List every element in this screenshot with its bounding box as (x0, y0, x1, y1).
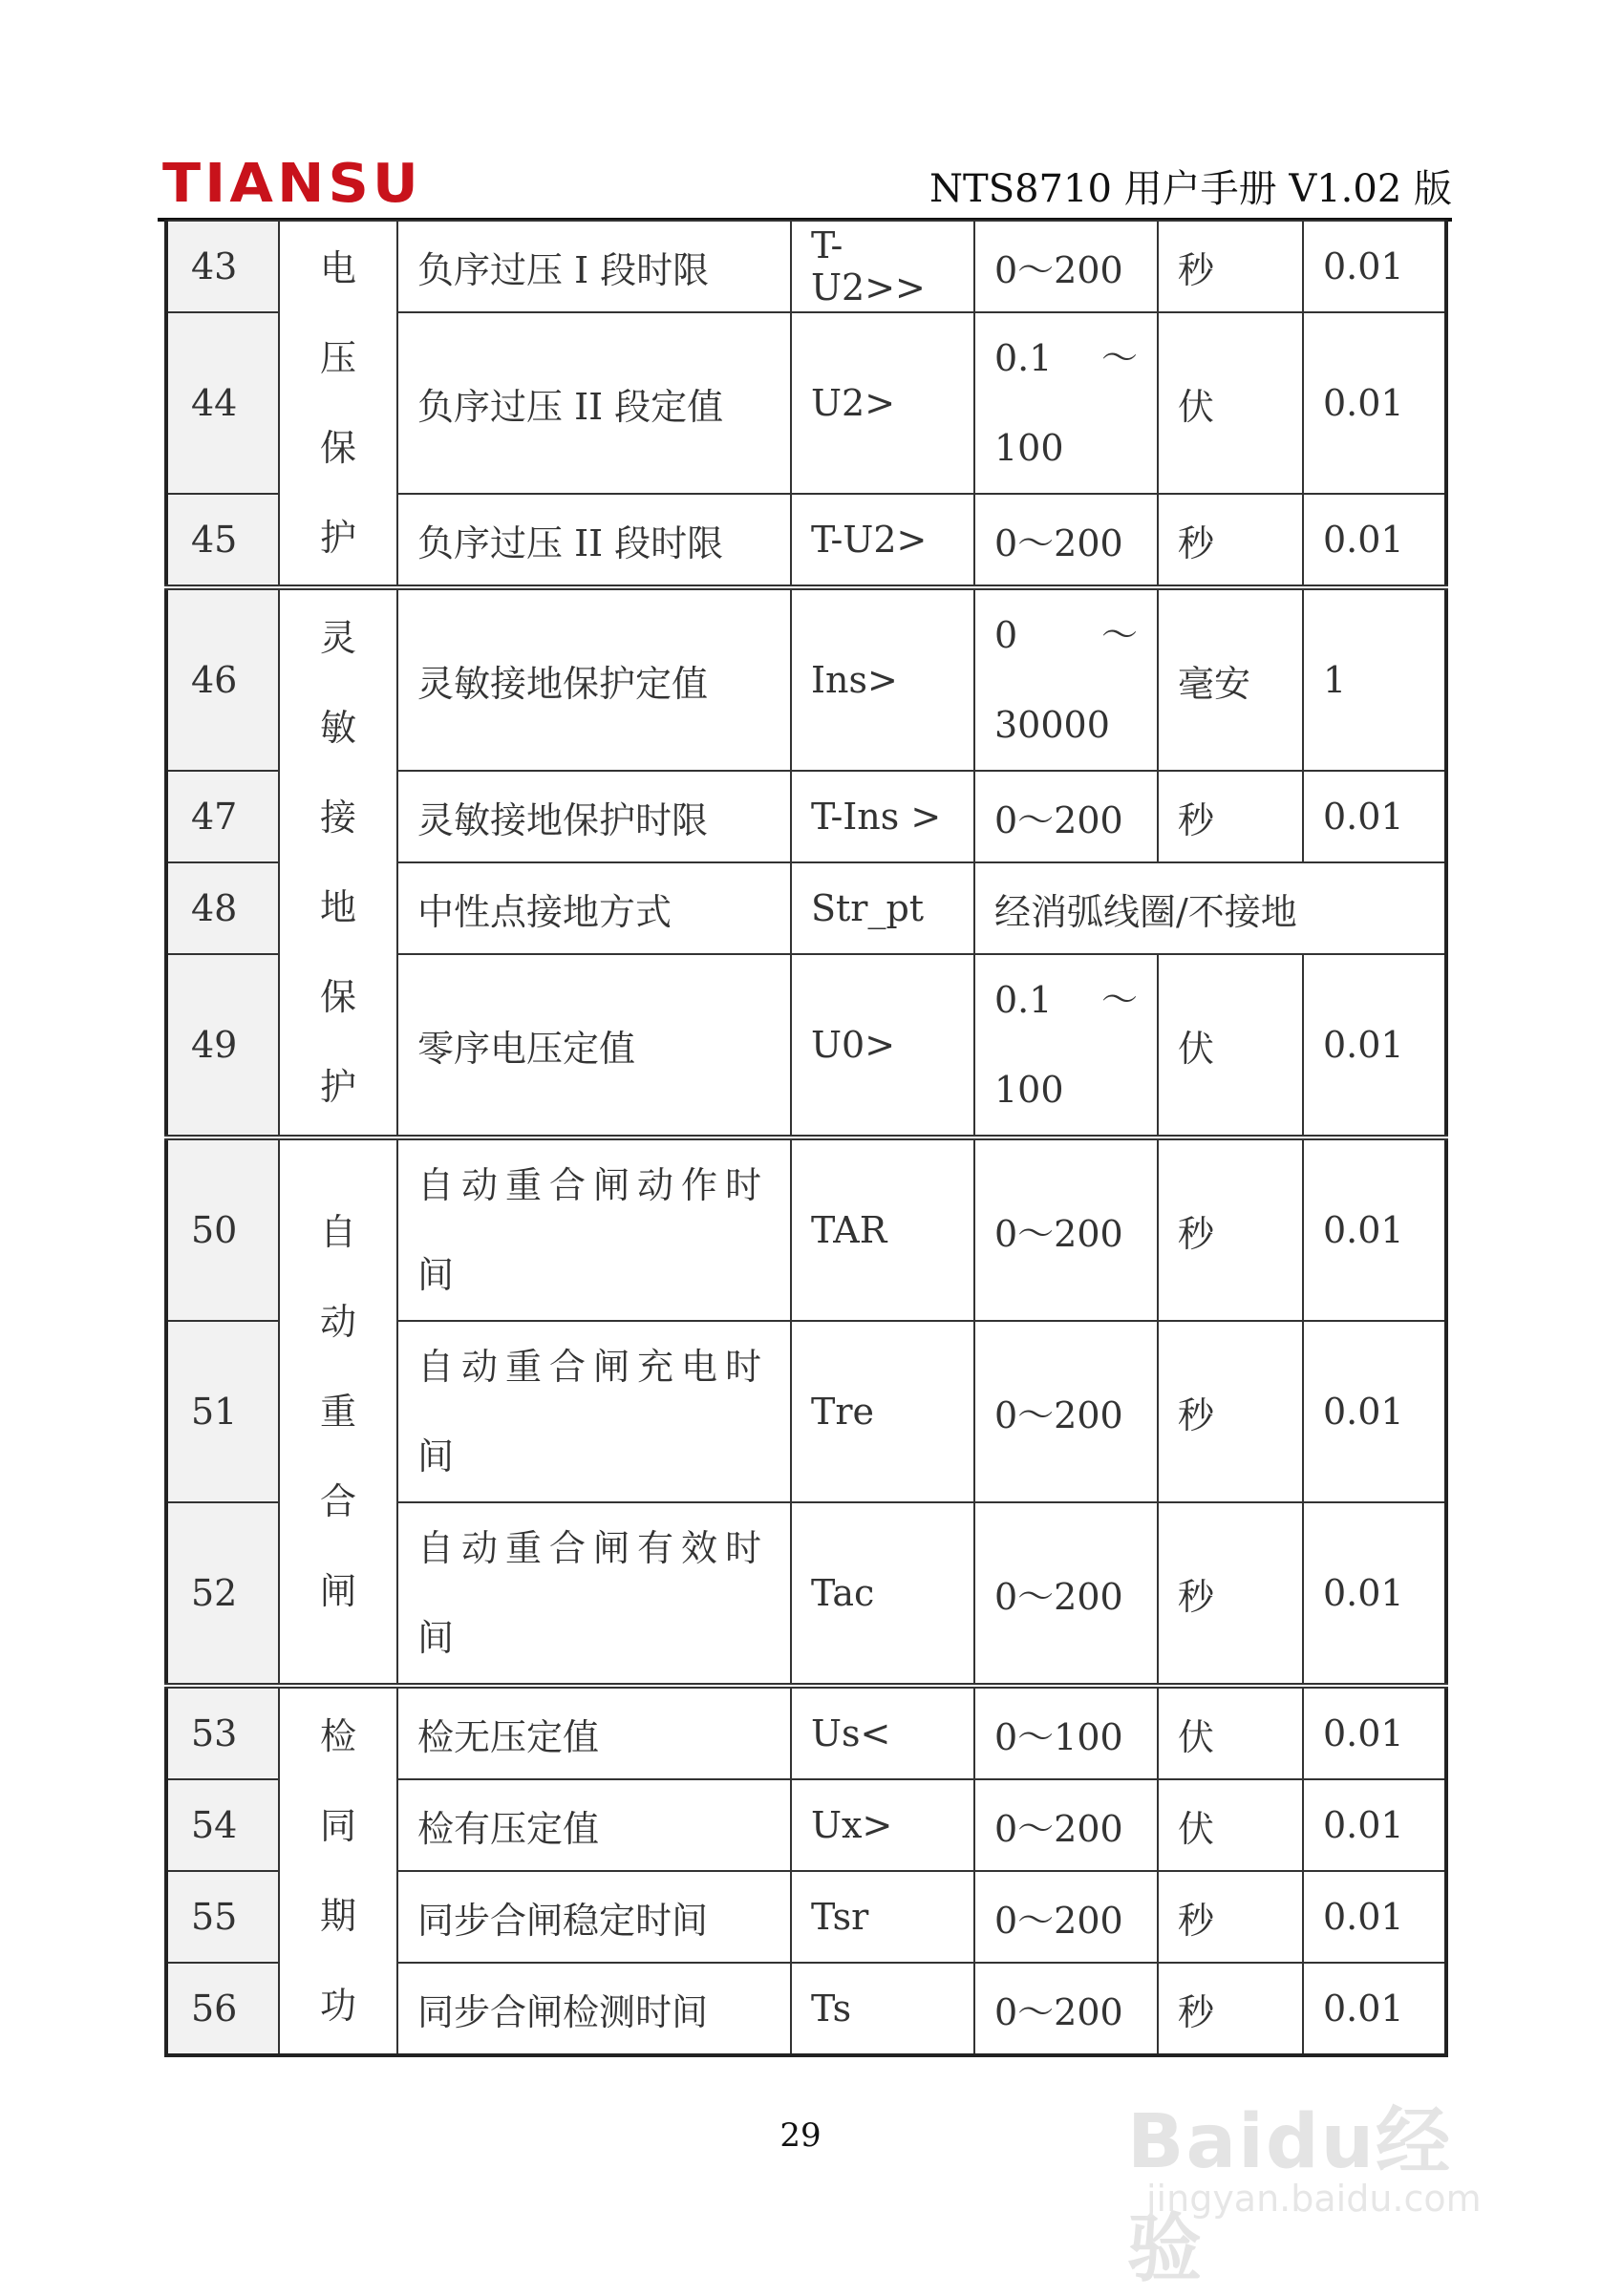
range-sep: ～ (1100, 979, 1138, 1021)
param-symbol: Tac (791, 1502, 974, 1686)
param-symbol: T-U2>> (791, 221, 974, 312)
row-number: 51 (166, 1321, 279, 1502)
row-number: 48 (166, 862, 279, 954)
param-range: 0～200 (974, 221, 1158, 312)
param-step: 0.01 (1303, 1779, 1446, 1871)
param-unit: 秒 (1158, 1871, 1303, 1963)
param-step: 0.01 (1303, 1321, 1446, 1502)
param-name: 同步合闸稳定时间 (397, 1871, 791, 1963)
param-unit: 秒 (1158, 1321, 1303, 1502)
merged-value: 经消弧线圈/不接地 (974, 862, 1446, 954)
param-unit: 伏 (1158, 1686, 1303, 1779)
param-name (397, 1137, 791, 1321)
param-name-line2: 间 (417, 1435, 462, 1478)
table-row (166, 1686, 1446, 1779)
page-number: 29 (779, 2116, 822, 2155)
param-symbol: Ux> (791, 1779, 974, 1871)
param-step: 0.01 (1303, 771, 1446, 862)
category-cell (279, 1137, 397, 1686)
param-name (397, 1321, 791, 1502)
param-range (974, 954, 1158, 1137)
param-unit: 秒 (1158, 1137, 1303, 1321)
param-step: 1 (1303, 587, 1446, 771)
watermark-url: jingyan.baidu.com (1146, 2178, 1482, 2220)
param-step: 0.01 (1303, 1502, 1446, 1686)
param-step: 0.01 (1303, 1137, 1446, 1321)
row-number: 44 (166, 312, 279, 494)
baidu-watermark (1127, 2044, 1528, 2292)
category-label: 灵敏接地保护 (319, 617, 356, 1108)
param-symbol: Us< (791, 1686, 974, 1779)
row-number: 55 (166, 1871, 279, 1963)
param-symbol: Str_pt (791, 862, 974, 954)
param-range: 0～200 (974, 771, 1158, 862)
table-row (166, 221, 1446, 312)
category-label: 检同期功 (319, 1715, 356, 2027)
param-unit: 毫安 (1158, 587, 1303, 771)
param-unit: 秒 (1158, 1502, 1303, 1686)
param-unit: 秒 (1158, 494, 1303, 587)
category-cell (279, 1686, 397, 2055)
table-row (166, 587, 1446, 771)
range-min: 0.1 (994, 979, 1053, 1021)
param-name-line1: 自动重合闸有效时 (417, 1527, 770, 1569)
param-unit: 秒 (1158, 221, 1303, 312)
param-name-line2: 间 (417, 1617, 462, 1659)
param-step: 0.01 (1303, 1871, 1446, 1963)
row-number: 45 (166, 494, 279, 587)
param-step: 0.01 (1303, 312, 1446, 494)
param-symbol: Ts (791, 1963, 974, 2055)
param-step: 0.01 (1303, 1686, 1446, 1779)
watermark-main: Baidu经验 (1127, 2099, 1453, 2292)
param-name: 负序过压 II 段时限 (397, 494, 791, 587)
param-range: 0～200 (974, 1779, 1158, 1871)
row-number: 54 (166, 1779, 279, 1871)
param-symbol: Ins> (791, 587, 974, 771)
row-number: 46 (166, 587, 279, 771)
param-name: 负序过压 II 段定值 (397, 312, 791, 494)
range-min: 0 (994, 614, 1018, 656)
param-unit: 伏 (1158, 312, 1303, 494)
param-symbol: TAR (791, 1137, 974, 1321)
row-number: 56 (166, 1963, 279, 2055)
param-step: 0.01 (1303, 954, 1446, 1137)
param-range: 0～100 (974, 1686, 1158, 1779)
category-cell (279, 221, 397, 587)
param-range: 0～200 (974, 1963, 1158, 2055)
param-step: 0.01 (1303, 494, 1446, 587)
param-name: 检有压定值 (397, 1779, 791, 1871)
param-range: 0～200 (974, 494, 1158, 587)
param-name (397, 1502, 791, 1686)
param-unit: 伏 (1158, 954, 1303, 1137)
param-symbol: Tre (791, 1321, 974, 1502)
param-symbol: U0> (791, 954, 974, 1137)
category-label: 自动重合闸 (319, 1211, 356, 1612)
range-max: 30000 (994, 704, 1110, 746)
param-name-line1: 自动重合闸充电时 (417, 1346, 770, 1388)
param-range: 0～200 (974, 1502, 1158, 1686)
row-number: 53 (166, 1686, 279, 1779)
param-name: 检无压定值 (397, 1686, 791, 1779)
settings-table-wrap (164, 220, 1444, 2057)
row-number: 47 (166, 771, 279, 862)
range-min: 0.1 (994, 337, 1053, 379)
category-label: 电压保护 (319, 247, 356, 559)
page-header (162, 153, 1452, 220)
range-sep: ～ (1100, 614, 1138, 656)
param-name: 负序过压 I 段时限 (397, 221, 791, 312)
range-max: 100 (994, 427, 1064, 469)
param-range: 0～200 (974, 1871, 1158, 1963)
param-name-line2: 间 (417, 1254, 462, 1296)
param-unit: 伏 (1158, 1779, 1303, 1871)
param-unit: 秒 (1158, 771, 1303, 862)
param-symbol: Tsr (791, 1871, 974, 1963)
param-step: 0.01 (1303, 1963, 1446, 2055)
settings-table (164, 220, 1448, 2057)
param-symbol: T-Ins > (791, 771, 974, 862)
param-step: 0.01 (1303, 221, 1446, 312)
param-name: 中性点接地方式 (397, 862, 791, 954)
param-range (974, 587, 1158, 771)
param-range (974, 312, 1158, 494)
row-number: 43 (166, 221, 279, 312)
row-number: 50 (166, 1137, 279, 1321)
param-symbol: T-U2> (791, 494, 974, 587)
tiansu-logo: TIANSU (162, 153, 422, 215)
param-name: 灵敏接地保护时限 (397, 771, 791, 862)
category-cell (279, 587, 397, 1137)
param-name: 零序电压定值 (397, 954, 791, 1137)
param-name: 同步合闸检测时间 (397, 1963, 791, 2055)
param-name-line1: 自动重合闸动作时 (417, 1164, 770, 1206)
param-symbol: U2> (791, 312, 974, 494)
range-max: 100 (994, 1069, 1064, 1111)
row-number: 49 (166, 954, 279, 1137)
row-number: 52 (166, 1502, 279, 1686)
param-unit: 秒 (1158, 1963, 1303, 2055)
param-range: 0～200 (974, 1321, 1158, 1502)
param-name: 灵敏接地保护定值 (397, 587, 791, 771)
table-row (166, 1137, 1446, 1321)
range-sep: ～ (1100, 337, 1138, 379)
manual-title: NTS8710 用户手册 V1.02 版 (929, 167, 1452, 211)
param-range: 0～200 (974, 1137, 1158, 1321)
